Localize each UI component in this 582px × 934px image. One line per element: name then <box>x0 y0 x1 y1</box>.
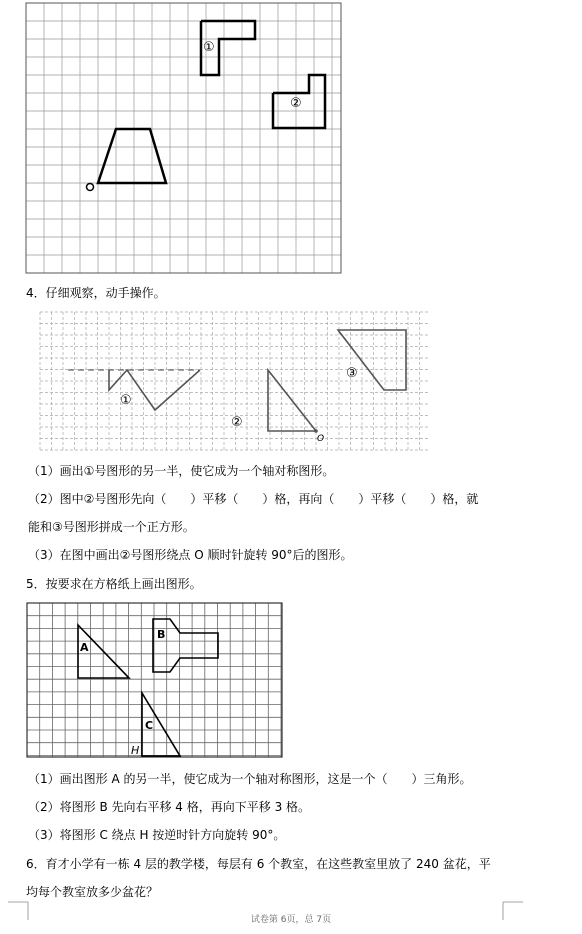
q4-label-2: ② <box>231 415 243 430</box>
q5-label-h: H <box>131 744 140 757</box>
q6-title: 6．育才小学有一栋 4 层的教学楼，每层有 6 个教室，在这些教室里放了 240 盆花，平 <box>26 857 491 871</box>
q4-label-1: ① <box>120 393 132 408</box>
q4-item-2-cont: 能和③号图形拼成一个正方形。 <box>28 520 195 534</box>
q5-item-3: （3）将图形 C 绕点 H 按逆时针方向旋转 90°。 <box>28 828 286 842</box>
q6-cont: 均每个教室放多少盆花？ <box>26 885 159 899</box>
q5-label-b: B <box>157 628 166 641</box>
q5-title: 5．按要求在方格纸上画出图形。 <box>26 577 202 591</box>
q4-label-3: ③ <box>346 366 358 381</box>
fig1-label-2: ② <box>290 96 302 111</box>
page-footer: 试卷第 6页，总 7页 <box>250 915 332 925</box>
q4-item-3: （3）在图中画出②号图形绕点 O 顺时针旋转 90°后的图形。 <box>28 548 353 562</box>
trapezoid <box>98 129 166 183</box>
q5-item-1: （1）画出图形 A 的另一半，使它成为一个轴对称图形，这是一个（ ）三角形。 <box>28 772 472 786</box>
q5-label-a: A <box>80 641 89 654</box>
figure-4-grid <box>0 300 582 460</box>
q5-item-2: （2）将图形 B 先向右平移 4 格，再向下平移 3 格。 <box>28 800 311 814</box>
q4-label-o: O <box>317 434 325 444</box>
q4-item-1: （1）画出①号图形的另一半，使它成为一个轴对称图形。 <box>28 464 335 478</box>
q5-label-c: C <box>145 719 154 732</box>
figure-5-grid <box>0 600 582 760</box>
point-dot <box>87 184 94 191</box>
q4-title: 4．仔细观察，动手操作。 <box>26 286 166 300</box>
q4-shape-2 <box>268 370 316 431</box>
figure-1-grid <box>0 0 582 280</box>
fig1-label-1: ① <box>203 40 215 55</box>
q4-item-2: （2）图中②号图形先向（ ）平移（ ）格，再向（ ）平移（ ）格，就 <box>28 492 479 506</box>
